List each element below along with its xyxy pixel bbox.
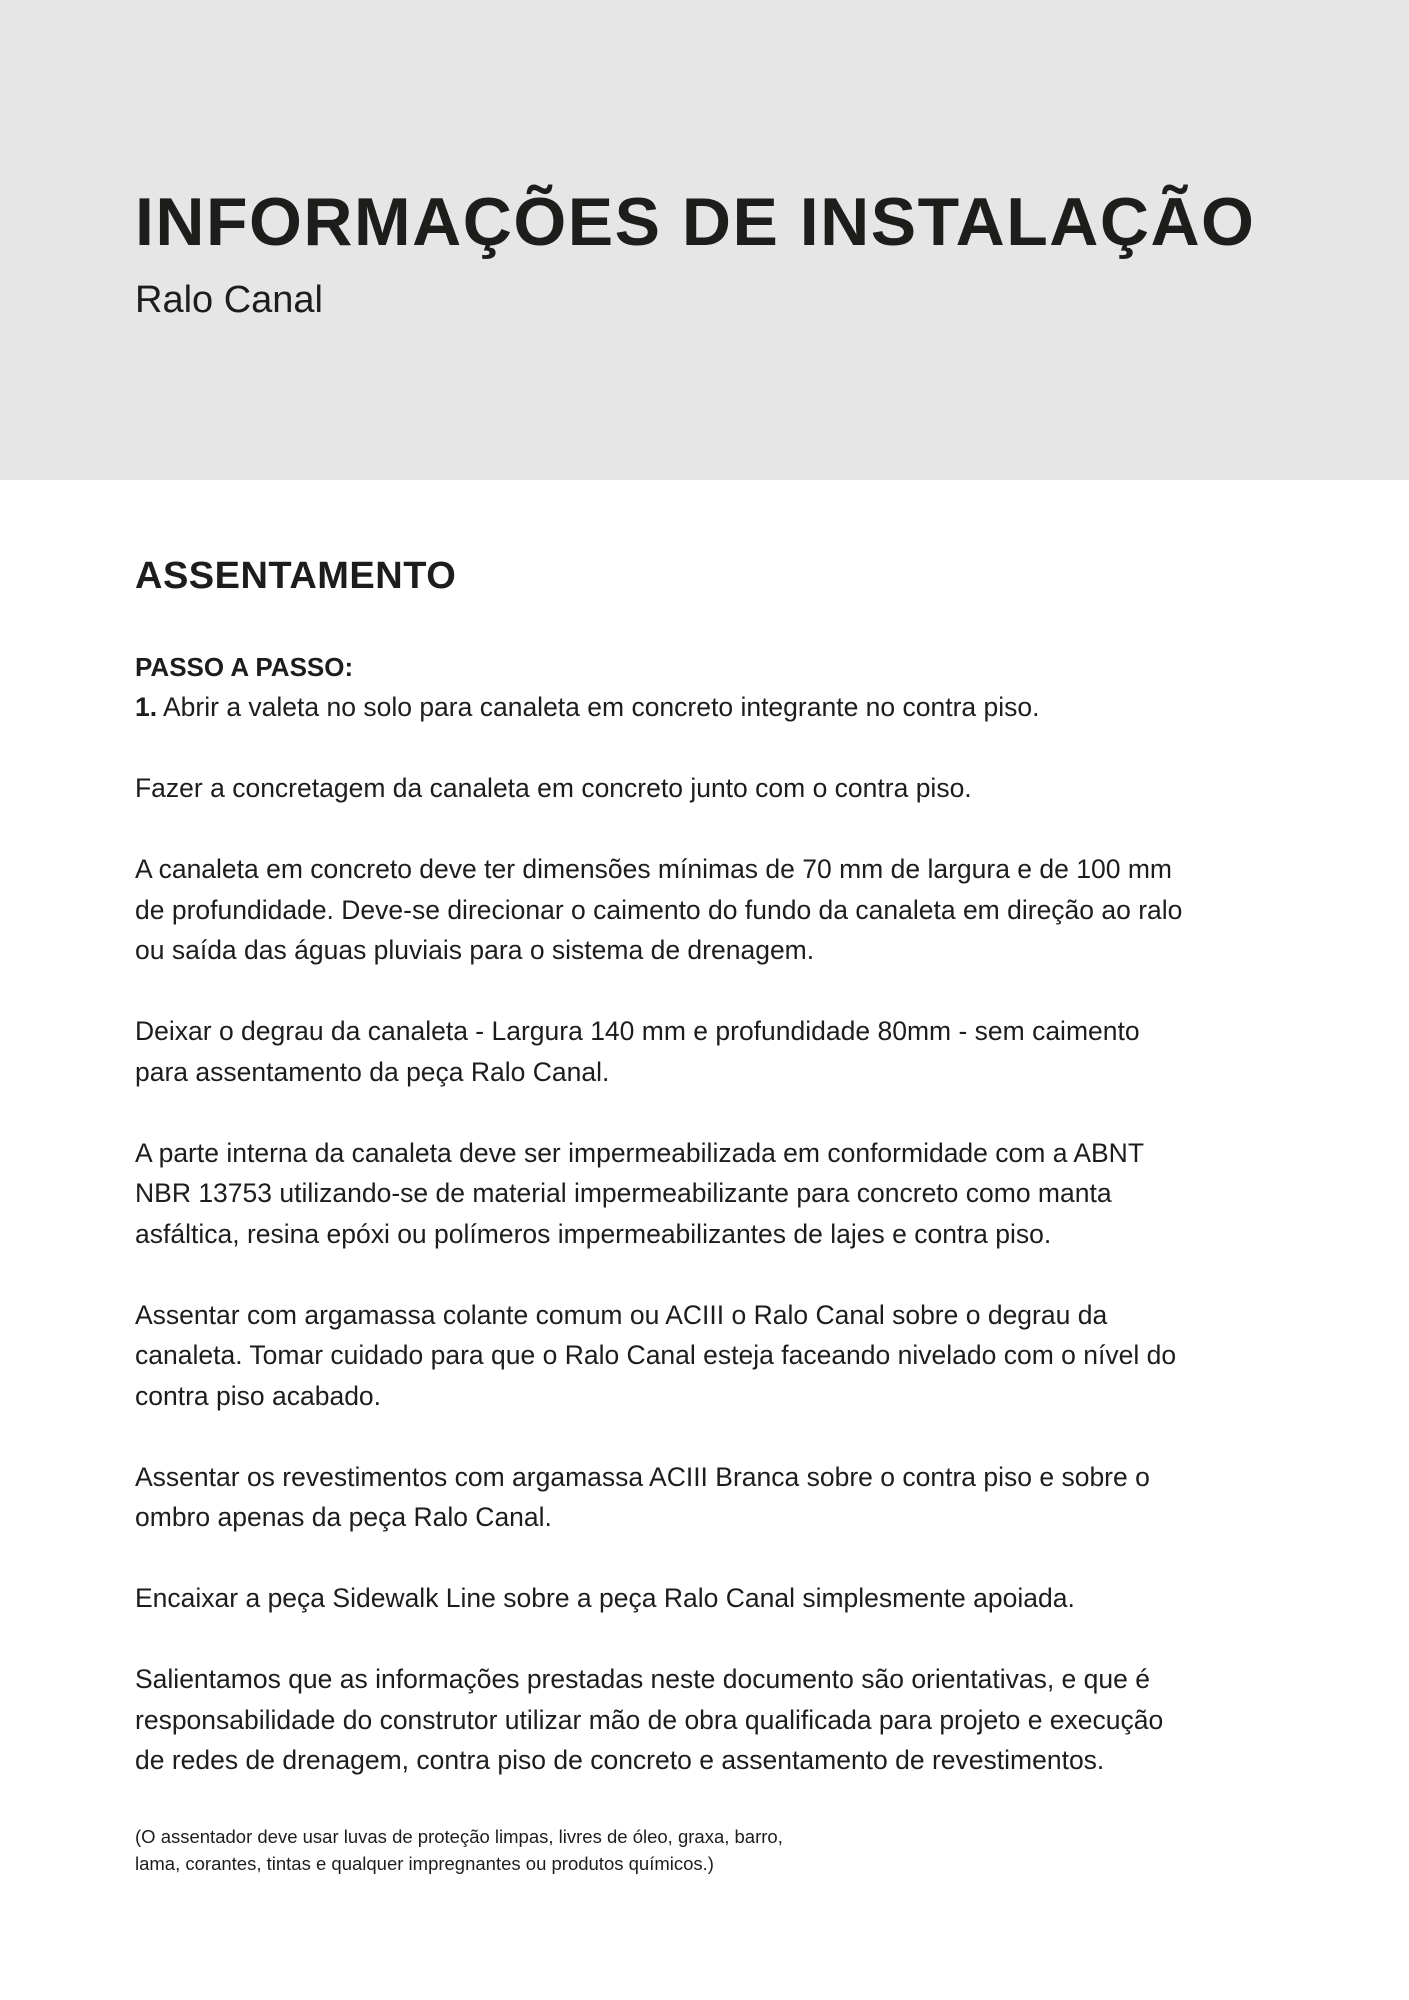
paragraph-line: ombro apenas da peça Ralo Canal. bbox=[135, 1502, 552, 1532]
note-line: lama, corantes, tintas e qualquer impregnantes ou produtos químicos.) bbox=[135, 1852, 714, 1874]
paragraph-line: de redes de drenagem, contra piso de concreto e assentamento de revestimentos. bbox=[135, 1745, 1105, 1775]
paragraph-line: Assentar com argamassa colante comum ou ACIII o Ralo Canal sobre o degrau da bbox=[135, 1299, 1108, 1330]
paragraph-line: Fazer a concretagem da canaleta em concreto junto com o contra piso. bbox=[135, 773, 972, 803]
paragraph-line: de profundidade. Deve-se direcionar o caimento do fundo da canaleta em direção ao ralo bbox=[135, 894, 1183, 925]
paragraph-4 bbox=[135, 1011, 1295, 1092]
paragraph-line: Salientamos que as informações prestadas neste documento são orientativas, e que é bbox=[135, 1664, 1150, 1694]
paragraph-9 bbox=[135, 1659, 1295, 1781]
header-band bbox=[0, 0, 1409, 480]
paragraph-7 bbox=[135, 1457, 1295, 1538]
paragraph-line: Assentar os revestimentos com argamassa ACIII Branca sobre o contra piso e sobre o bbox=[135, 1461, 1150, 1492]
paragraph-line: A parte interna da canaleta deve ser impermeabilizada em conformidade com a ABNT bbox=[135, 1137, 1145, 1168]
step-number: 1. bbox=[135, 692, 158, 722]
paragraph-line: Encaixar a peça Sidewalk Line sobre a peça Ralo Canal simplesmente apoiada. bbox=[135, 1583, 1075, 1613]
paragraph-2 bbox=[135, 768, 1295, 809]
paragraph-6 bbox=[135, 1295, 1295, 1417]
section-title: ASSENTAMENTO bbox=[135, 555, 457, 597]
paragraph-line: canaleta. Tomar cuidado para que o Ralo Canal esteja faceando nivelado com o nível do bbox=[135, 1340, 1177, 1370]
paragraph-3 bbox=[135, 849, 1295, 971]
main-content bbox=[135, 552, 1295, 1877]
paragraph-list bbox=[135, 687, 1295, 1781]
page-subtitle: Ralo Canal bbox=[135, 279, 323, 321]
paragraph-5 bbox=[135, 1133, 1295, 1255]
paragraph-line: A canaleta em concreto deve ter dimensões mínimas de 70 mm de largura e de 100 mm bbox=[135, 854, 1172, 884]
paragraph-line: NBR 13753 utilizando-se de material impermeabilizante para concreto como manta bbox=[135, 1178, 1112, 1208]
paragraph-line: ou saída das águas pluviais para o sistema de drenagem. bbox=[135, 935, 815, 965]
page-title: INFORMAÇÕES DE INSTALAÇÃO bbox=[135, 184, 1256, 260]
protection-note bbox=[135, 1823, 1295, 1877]
paragraph-line: Deixar o degrau da canaleta - Largura 140 mm e profundidade 80mm - sem caimento bbox=[135, 1016, 1140, 1046]
paragraph-line: para assentamento da peça Ralo Canal. bbox=[135, 1056, 610, 1087]
paragraph-line: asfáltica, resina epóxi ou polímeros impermeabilizantes de lajes e contra piso. bbox=[135, 1218, 1052, 1249]
paragraph-1 bbox=[135, 687, 1295, 728]
note-line: (O assentador deve usar luvas de proteção limpas, livres de óleo, graxa, barro, bbox=[135, 1825, 783, 1847]
paragraph-line: contra piso acabado. bbox=[135, 1380, 382, 1411]
steps-label: PASSO A PASSO: bbox=[135, 652, 354, 682]
paragraph-line: responsabilidade do construtor utilizar mão de obra qualificada para projeto e execução bbox=[135, 1704, 1164, 1735]
paragraph-8 bbox=[135, 1578, 1295, 1619]
paragraph-line: Abrir a valeta no solo para canaleta em concreto integrante no contra piso. bbox=[157, 692, 1040, 722]
